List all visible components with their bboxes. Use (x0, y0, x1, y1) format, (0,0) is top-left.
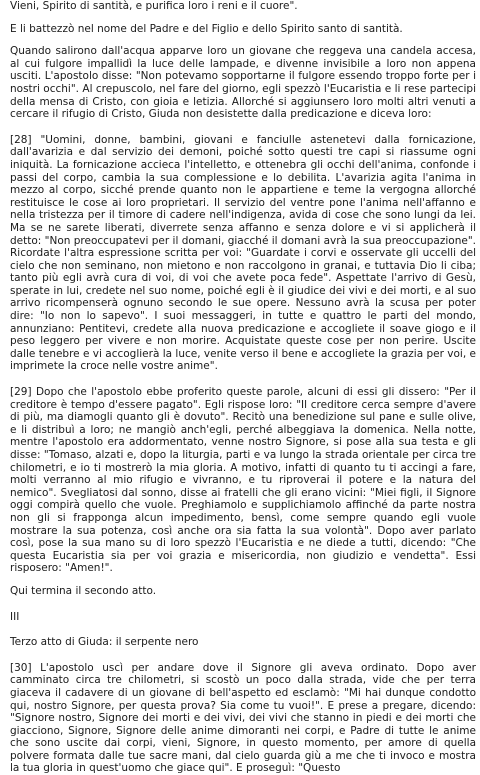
paragraph-section-28: [28] "Uomini, donne, bambini, giovani e fanciulle astenetevi dalla fornicazione, dall'avarizia e dal servizio dei demoni, poiché sotto questi tre capi si riassume ogni iniquità. La fornicazione accieca l'intelletto, e ottenebra gli occhi dell'anima, confonde i passi del corpo, cambia la sua complessione e lo debilita. L'avarizia agita l'anima in mezzo al corpo, sicché prende quanto non le appartiene e teme la vergogna allorché restituisce le cose ai loro proprietari. Il servizio del ventre pone l'anima nell'affanno e nella tristezza per il timore di cadere nell'indigenza, avida di cose che sono lungi da lei. Ma se ne sarete liberati, diverrete senza affanno e senza dolore e vi si applicherà il detto: "Non preoccupatevi per il domani, giacché il domani avrà la sua preoccupazione". Ricordate l'altra espressione scritta per voi: "Guardate i corvi e osservate gli uccelli del cielo che non seminano, non mietono e non raccolgono in granai, e tuttavia Dio li ciba; tanto più egli avrà cura di voi, di voi che avete poca fede". Aspettate l'arrivo di Gesù, sperate in lui, credete nel suo nome, poiché egli è il giudice dei vivi e dei morti, e al suo arrivo ricompenserà ognuno secondo le sue opere. Nessuno avrà la scusa per poter dire: "Io non lo sapevo". I suoi messaggeri, in tutte e quattro le parti del mondo, annunziano: Pentitevi, credete alla nuova predicazione e accogliete il soave giogo e il peso leggero per vivere e non morire. Acquistate queste cose per non perire. Uscite dalle tenebre e vi accoglierà la luce, venite verso il bene e accogliete la grazia per voi, e imprimete la croce nelle vostre anime". (10, 133, 476, 373)
act-number-heading: III (10, 610, 20, 623)
paragraph-young-man-candle: Quando salirono dall'acqua apparve loro un giovane che reggeva una candela accesa, al cui fulgore impallidì la luce delle lampade, e divenne invisibile a loro non appena usciti. L'apostolo disse: "Non potevamo sopportarne il fulgore essendo troppo forte per i nostri occhi". Al crepuscolo, nel fare del giorno, egli spezzò l'Eucaristia e li rese partecipi della mensa di Cristo, con gioia e letizia. Allorché si aggiunsero loro molti altri venuti a cercare il rifugio di Cristo, Giuda non desistette dalla predicazione e diceva loro: (10, 45, 476, 121)
paragraph-closing-prayer: Vieni, Spirito di santità, e purifica loro i reni e il cuore". (10, 0, 298, 12)
paragraph-section-29: [29] Dopo che l'apostolo ebbe proferito queste parole, alcuni di essi gli dissero: "Per il creditore è tempo d'essere pagato". Egli rispose loro: "Il creditore cerca sempre d'avere di più, ma diamogli quanto gli è dovuto". Recitò una benedizione sul pane e sulle olive, e li distribuì a loro; ne mangiò anch'egli, perché albeggiava la domenica. Nella notte, mentre l'apostolo era addormentato, venne nostro Signore, si pose alla sua testa e gli disse: "Tomaso, alzati e, dopo la liturgia, parti e va lungo la strada orientale per circa tre chilometri, e io ti mostrerò la mia gloria. A motivo, infatti di quanto tu ti accingi a fare, molti verranno al mio rifugio e vivranno, e tu riproverai il potere e la natura del nemico". Svegliatosi dal sonno, disse ai fratelli che gli erano vicini: "Miei figli, il Signore oggi compirà quello che vuole. Preghiamolo e supplichiamolo affinché da parte nostra non gli si frapponga alcun impedimento, bensì, come sempre quando egli vuole mostrare la sua potenza, così anche ora sia fatta la sua volontà". Dopo aver parlato così, pose la sua mano su di loro spezzò l'Eucaristia e ne diede a tutti, dicendo: "Che questa Eucaristia sia per voi grazia e misericordia, non giudizio e vendetta". Essi risposero: "Amen!". (10, 386, 476, 575)
paragraph-baptism: E li battezzò nel nome del Padre e del Figlio e dello Spirito santo di santità. (10, 22, 403, 35)
paragraph-section-30: [30] L'apostolo uscì per andare dove il Signore gli aveva ordinato. Dopo aver camminato circa tre chilometri, si scostò un poco dalla strada, vide che per terra giaceva il cadavere di un giovane di bell'aspetto ed esclamò: "Mi hai dunque condotto qui, nostro Signore, per questa prova? Sia come tu vuoi!". E prese a pregare, dicendo: "Signore nostro, Signore dei morti e dei vivi, dei vivi che stanno in piedi e dei morti che giacciono, Signore, Signore delle anime dimoranti nei corpi, e Padre di tutte le anime che sono uscite dai corpi, vieni, Signore, in questo momento, per amore di quella polvere formata dalle tue sacre mani, dal cielo guarda giù a me che ti invoco e mostra la tua gloria in quest'uomo che giace qui". E proseguì: "Questo (10, 661, 476, 775)
document-page (10, 0, 476, 775)
paragraph-end-second-act: Qui termina il secondo atto. (10, 584, 157, 597)
act-title-heading: Terzo atto di Giuda: il serpente nero (10, 636, 199, 649)
